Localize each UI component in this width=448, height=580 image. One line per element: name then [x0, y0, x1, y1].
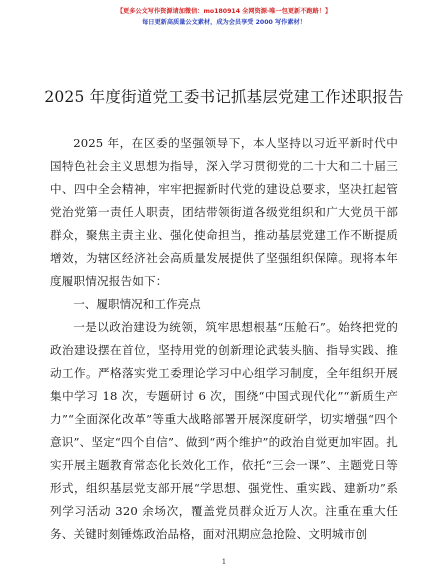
- page-number: 1: [221, 558, 227, 566]
- promo-banner: [0, 6, 448, 28]
- intro-paragraph: 2025 年，在区委的坚强领导下，本人坚持以习近平新时代中国特色社会主义思想为指导，深入学习贯彻党的二十大和二十届三中、四中全会精神，牢牢把握新时代党的建设总要求，坚决扛起管党治党第一责任人职责，团结带领街道各级党组织和广大党员干部群众，聚焦主责主业、强化使命担当，推动基层党建工作不断提质增效，为辖区经济社会高质量发展提供了坚强组织保障。现将本年度履职情况报告如下：: [50, 136, 398, 288]
- document-title: 2025 年度街道党工委书记抓基层党建工作述职报告: [44, 88, 404, 106]
- banner-line-1: 【更多公文写作资源请加微信：mo180914 全网资源·唯一包更新不跑路！】: [116, 8, 332, 15]
- section-paragraph: 一是以政治建设为统领，筑牢思想根基“压舱石”。始终把党的政治建设摆在首位，坚持用党的创新理论武装头脑、指导实践、推动工作。严格落实党工委理论学习中心组学习制度，全年组织开展集中学习 18 次，专题研讨 6 次，围绕“中国式现代化”“新质生产力”“全面深化改革”等重大战略部署开展深度研学，切实增强“四个意识”、坚定“四个自信”、做到“两个维护”的政治自觉更加牢固。扎实开展主题教育常态化长效化工作，依托“三会一课”、主题党日等形式，组织基层党支部开展“学思想、强党性、重实践、建新功”系列学习活动 320 余场次，覆盖党员群众近万人次。注重在重大任务、关键时刻锤炼政治品格，面对汛期应急抢险、文明城市创: [50, 320, 398, 541]
- document-body: [50, 132, 398, 546]
- banner-line-2: 每日更新高质量公文素材，成为会员享受 2000 写作素材！: [142, 19, 306, 26]
- section-heading: 一、履职情况和工作亮点: [73, 297, 201, 311]
